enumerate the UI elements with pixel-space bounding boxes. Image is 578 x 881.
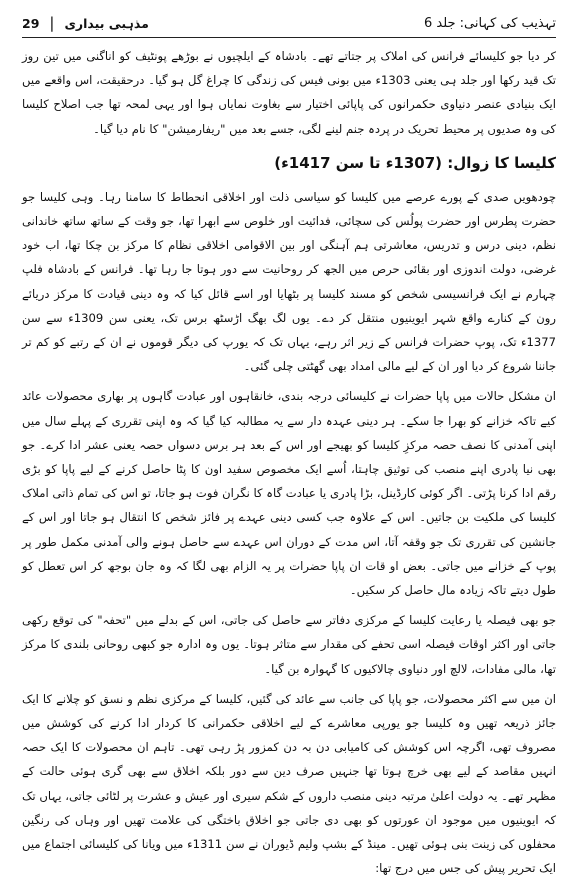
header-left: [22, 14, 149, 32]
section-paragraph-3: جو بھی فیصلہ یا رعایت کلیسا کے مرکزی دفاتر سے حاصل کی جاتی، اس کے بدلے میں "تحفہ" کی توقع رکھی جاتی اور اکثر اوقات فیصلہ اسی تحفے کی مقدار سے متاثر ہوتا۔ یوں وہ ادارہ جو کبھی روحانی بلندی کا مرکز تھا، مالی مفادات، لالچ اور دنیاوی چالاکیوں کا گہوارہ بن گیا۔: [22, 613, 556, 676]
section-paragraph-1: چودھویں صدی کے پورے عرصے میں کلیسا کو سیاسی ذلت اور اخلاقی انحطاط کا سامنا رہا۔ وہی کلیسا جو حضرت پطرس اور حضرت پولُس کی سچائی، فدائیت اور خلوص سے ابھرا تھا، جو وقت کے ساتھ ساتھ خاندانی نظم، دینی درس و تدریس، معاشرتی ہم آہنگی اور بین الاقوامی اخلاقی نظام کا مرکز بن چکا تھا، اب خود غرضی، دولت اندوزی اور بقائی حرص میں الجھ کر روحانیت سے دور ہوتا جا رہا تھا۔ فرانس کے بادشاہ فلپ چہارم نے ایک فرانسیسی شخص کو مسند کلیسا پر بٹھایا اور اسے قائل کیا کہ وہ دینی قیادت کا مرکز دریائے رون کے کنارے واقع شہر ایوینیوں منتقل کر دے۔ یوں لگ بھگ اڑسٹھ برس تک، یعنی سن 1309ء سے سن 1377ء تک، پوپ حضرات فرانس کے زیر اثر رہے، یہاں تک کہ یورپ کی دیگر قوموں نے ان کے رتبے کو کم تر جاننا شروع کر دیا اور ان کے لیے مالی امداد بھی گھٹتی چلی گئی۔: [22, 189, 557, 374]
header-separator: |: [49, 14, 55, 32]
paragraph-1: کر دیا جو کلیسائے فرانس کی املاک پر جتاتے تھے۔ بادشاہ کے ایلچیوں نے بوڑھے پونٹیف کو اناگنی میں تین روز تک قید رکھا اور جلد ہی یعنی 1303ء میں بونی فیس کی زندگی کا چراغ گل ہو گیا۔ درحقیقت، اس واقعے میں ایک بنیادی عنصر دنیاوی حکمرانوں کی پاپائی اختیار سے بغاوت نمایاں ہوا اور یہی لمحہ تھا جب اصلاح کلیسا کی وہ صدیوں پر محیط تحریک در پردہ جنم لینے لگی، جسے بعد میں "ریفارمیشن" کا نام دیا گیا۔: [22, 49, 556, 136]
section-paragraph-4: ان میں سے اکثر محصولات، جو پاپا کی جانب سے عائد کی گئیں، کلیسا کے مرکزی نظم و نسق کو چلانے کا ایک جائز ذریعہ تھیں وہ کلیسا جو یورپی معاشرے کے لیے اخلاقی حکمرانی کا کردار ادا کرنے کی کوشش میں مصروف تھی، اگرچہ اس کوشش کی کامیابی دن بہ دن کمزور پڑ رہی تھی۔ تاہم ان محصولات کا ایک حصہ انہیں مقاصد کے لیے بھی خرچ ہوتا تھا جنہیں صرف دین سے دور بلکہ اخلاق سے بھی گری ہوئی حالت کے مظہر تھے۔ یہ دولت اعلیٰ مرتبہ دینی منصب داروں کے شکم سیری اور عیش و عشرت پر لٹائی جاتی، یہاں تک کہ ایوینیوں میں موجود ان عورتوں کو بھی دی جاتی جو اخلاق باختگی کی علامت تھیں اور وہاں کی رنگین محفلوں کی زینت بنی ہوئی تھیں۔ مینڈ کے بشپ ولیم ڈیوران نے سن 1311ء میں ویانا کی کلیسائی اجتماع میں ایک تحریر پیش کی جس میں درج تھا:: [22, 691, 556, 876]
running-header: [22, 12, 556, 34]
page-number: 29: [22, 15, 40, 31]
section-heading: کلیسا کا زوال: (1307ء تا سن 1417ء): [274, 153, 556, 172]
header-rule: [22, 37, 556, 38]
section-paragraph-2: ان مشکل حالات میں پاپا حضرات نے کلیسائی درجہ بندی، خانقاہوں اور عبادت گاہوں پر بھاری محصولات عائد کیے تاکہ خزانے کو بھرا جا سکے۔ ہر دینی عہدہ دار سے یہ مطالبہ کیا گیا کہ وہ اپنی تقرری کے پہلے سال میں اپنی آمدنی کا نصف حصہ مرکزِ کلیسا کو بھیجے اور اس کے بعد ہر برس دسواں حصہ یعنی عشر ادا کرے۔ جو بھی نیا پادری اپنے منصب کی توثیق چاہتا، اُسے ایک مخصوص سفید اون کا پٹا حاصل کرنے کے لیے پاپا کو بڑی رقم ادا کرنا پڑتی۔ اگر کوئی کارڈینل، بڑا پادری یا عبادت گاہ کا نگران فوت ہو جاتا، تو اس کی تمام ذاتی املاک کلیسا کی ملکیت بن جاتیں۔ اس کے علاوہ جب کسی دینی عہدے پر فائز شخص کا انتقال ہو جاتا اور اس کے جانشین کی تقرری تک جو وقفہ آتا، اس مدت کے دوران اس عہدے سے حاصل ہونے والی آمدنی مکمل طور پر پوپ کے خزانے میں جاتی۔ بعض او قات ان پاپا حضرات پر یہ الزام بھی لگا کہ وہ جان بوجھ کر اس تعطل کو طول دیتے تاکہ زیادہ مال حاصل کر سکیں۔: [22, 389, 556, 598]
running-title: تہذیب کی کہانی: جلد 6: [423, 15, 556, 31]
magazine-title: مذہبی بیداری: [64, 15, 149, 31]
body-text: [22, 44, 556, 881]
